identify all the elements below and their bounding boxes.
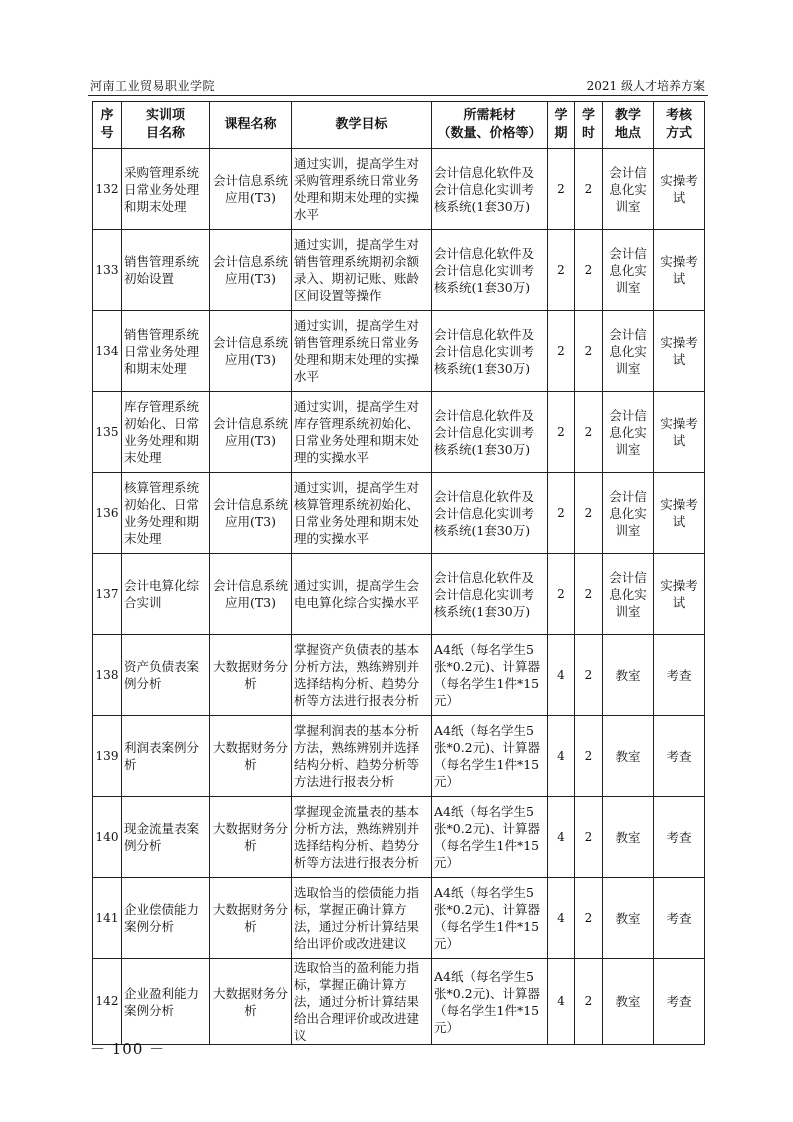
hours-cell: 2 [575, 149, 603, 230]
teaching-goal-cell: 选取恰当的偿债能力指标，掌握正确计算方法，通过分析计算结果给出评价或改进建议 [292, 878, 432, 959]
col-exam-header-line: 考核 [665, 108, 692, 123]
table-row [93, 635, 705, 716]
materials-cell: A4纸（每名学生5张*0.2元)、计算器（每名学生1件*15元） [432, 716, 548, 797]
table-row [93, 878, 705, 959]
col-project-header-line: 实训项 [145, 108, 185, 123]
row-number-cell: 133 [93, 230, 122, 311]
hours-cell: 2 [575, 554, 603, 635]
table-row [93, 554, 705, 635]
assessment-cell: 实操考试 [654, 392, 705, 473]
course-name-cell: 会计信息系统应用(T3) [210, 311, 292, 392]
location-cell: 教室 [603, 959, 654, 1045]
page-number: － 100 － [90, 1040, 166, 1058]
term-cell: 2 [548, 149, 575, 230]
col-place-header [603, 102, 654, 149]
course-name-cell: 会计信息系统应用(T3) [210, 554, 292, 635]
assessment-cell: 实操考试 [654, 473, 705, 554]
row-number-cell: 139 [93, 716, 122, 797]
col-goal-header [292, 102, 432, 149]
table-row [93, 230, 705, 311]
assessment-cell: 考查 [654, 878, 705, 959]
project-name-cell: 企业偿债能力案例分析 [122, 878, 210, 959]
col-place-header-line: 地点 [614, 126, 641, 141]
materials-cell: 会计信息化软件及会计信息化实训考核系统(1套30万) [432, 554, 548, 635]
teaching-goal-cell: 通过实训，提高学生对核算管理系统初始化、日常业务处理和期末处理的实操水平 [292, 473, 432, 554]
course-name-cell: 大数据财务分析 [210, 959, 292, 1045]
materials-cell: A4纸（每名学生5张*0.2元)、计算器（每名学生1件*15元） [432, 959, 548, 1045]
assessment-cell: 考查 [654, 716, 705, 797]
assessment-cell: 考查 [654, 635, 705, 716]
col-no-header-line: 序 [100, 108, 114, 123]
hours-cell: 2 [575, 473, 603, 554]
col-no-header [93, 102, 122, 149]
col-no-header-line: 号 [100, 126, 114, 141]
hours-cell: 2 [575, 392, 603, 473]
hours-cell: 2 [575, 230, 603, 311]
assessment-cell: 实操考试 [654, 230, 705, 311]
table-row [93, 959, 705, 1045]
row-number-cell: 132 [93, 149, 122, 230]
row-number-cell: 140 [93, 797, 122, 878]
location-cell: 教室 [603, 716, 654, 797]
location-cell: 会计信息化实训室 [603, 230, 654, 311]
col-goal-header-line: 教学目标 [335, 117, 388, 132]
header-rule [88, 95, 708, 96]
table-body [93, 149, 705, 1045]
project-name-cell: 核算管理系统初始化、日常业务处理和期末处理 [122, 473, 210, 554]
col-materials-header-line: （数量、价格等） [437, 126, 542, 141]
course-name-cell: 大数据财务分析 [210, 878, 292, 959]
col-place-header-line: 教学 [614, 108, 641, 123]
col-materials-header [432, 102, 548, 149]
materials-cell: 会计信息化软件及会计信息化实训考核系统(1套30万) [432, 473, 548, 554]
row-number-cell: 138 [93, 635, 122, 716]
training-table [92, 101, 705, 1045]
materials-cell: A4纸（每名学生5张*0.2元)、计算器（每名学生1件*15元） [432, 635, 548, 716]
row-number-cell: 135 [93, 392, 122, 473]
hours-cell: 2 [575, 878, 603, 959]
table-row [93, 311, 705, 392]
project-name-cell: 销售管理系统初始设置 [122, 230, 210, 311]
col-project-header [122, 102, 210, 149]
term-cell: 4 [548, 878, 575, 959]
term-cell: 4 [548, 959, 575, 1045]
assessment-cell: 考查 [654, 959, 705, 1045]
location-cell: 会计信息化实训室 [603, 473, 654, 554]
location-cell: 教室 [603, 878, 654, 959]
location-cell: 教室 [603, 635, 654, 716]
row-number-cell: 141 [93, 878, 122, 959]
teaching-goal-cell: 通过实训，提高学生对销售管理系统日常业务处理和期末处理的实操水平 [292, 311, 432, 392]
row-number-cell: 137 [93, 554, 122, 635]
teaching-goal-cell: 选取恰当的盈利能力指标，掌握正确计算方法，通过分析计算结果给出合理评价或改进建议 [292, 959, 432, 1045]
course-name-cell: 大数据财务分析 [210, 797, 292, 878]
table-header-row [93, 102, 705, 149]
term-cell: 4 [548, 716, 575, 797]
term-cell: 4 [548, 797, 575, 878]
term-cell: 2 [548, 554, 575, 635]
project-name-cell: 销售管理系统日常业务处理和期末处理 [122, 311, 210, 392]
project-name-cell: 利润表案例分析 [122, 716, 210, 797]
term-cell: 2 [548, 473, 575, 554]
project-name-cell: 资产负债表案例分析 [122, 635, 210, 716]
location-cell: 会计信息化实训室 [603, 149, 654, 230]
table-row [93, 149, 705, 230]
table-row [93, 797, 705, 878]
col-hours-header-line: 时 [581, 126, 595, 141]
project-name-cell: 企业盈利能力案例分析 [122, 959, 210, 1045]
materials-cell: 会计信息化软件及会计信息化实训考核系统(1套30万) [432, 392, 548, 473]
row-number-cell: 142 [93, 959, 122, 1045]
hours-cell: 2 [575, 635, 603, 716]
course-name-cell: 会计信息系统应用(T3) [210, 230, 292, 311]
assessment-cell: 考查 [654, 797, 705, 878]
location-cell: 会计信息化实训室 [603, 392, 654, 473]
teaching-goal-cell: 掌握利润表的基本分析方法，熟练辨别并选择结构分析、趋势分析等方法进行报表分析 [292, 716, 432, 797]
col-exam-header-line: 方式 [665, 126, 692, 141]
materials-cell: A4纸（每名学生5张*0.2元)、计算器（每名学生1件*15元） [432, 797, 548, 878]
col-project-header-line: 目名称 [145, 126, 185, 141]
course-name-cell: 会计信息系统应用(T3) [210, 149, 292, 230]
col-term-header-line: 学 [554, 108, 568, 123]
table-row [93, 473, 705, 554]
col-course-header-line: 课程名称 [224, 117, 277, 132]
project-name-cell: 会计电算化综合实训 [122, 554, 210, 635]
location-cell: 会计信息化实训室 [603, 311, 654, 392]
col-course-header [210, 102, 292, 149]
hours-cell: 2 [575, 716, 603, 797]
teaching-goal-cell: 通过实训，提高学生对库存管理系统初始化、日常业务处理和期末处理的实操水平 [292, 392, 432, 473]
hours-cell: 2 [575, 311, 603, 392]
col-exam-header [654, 102, 705, 149]
location-cell: 会计信息化实训室 [603, 554, 654, 635]
col-term-header-line: 期 [554, 126, 568, 141]
term-cell: 2 [548, 230, 575, 311]
table-row [93, 392, 705, 473]
materials-cell: 会计信息化软件及会计信息化实训考核系统(1套30万) [432, 230, 548, 311]
header-document-title: 2021 级人才培养方案 [586, 79, 705, 93]
location-cell: 教室 [603, 797, 654, 878]
project-name-cell: 库存管理系统初始化、日常业务处理和期末处理 [122, 392, 210, 473]
term-cell: 2 [548, 311, 575, 392]
materials-cell: 会计信息化软件及会计信息化实训考核系统(1套30万) [432, 149, 548, 230]
col-materials-header-line: 所需耗材 [463, 108, 516, 123]
assessment-cell: 实操考试 [654, 311, 705, 392]
hours-cell: 2 [575, 797, 603, 878]
assessment-cell: 实操考试 [654, 149, 705, 230]
term-cell: 2 [548, 392, 575, 473]
project-name-cell: 现金流量表案例分析 [122, 797, 210, 878]
col-term-header [548, 102, 575, 149]
materials-cell: A4纸（每名学生5张*0.2元)、计算器（每名学生1件*15元） [432, 878, 548, 959]
course-name-cell: 大数据财务分析 [210, 635, 292, 716]
term-cell: 4 [548, 635, 575, 716]
course-name-cell: 会计信息系统应用(T3) [210, 473, 292, 554]
row-number-cell: 134 [93, 311, 122, 392]
project-name-cell: 采购管理系统日常业务处理和期末处理 [122, 149, 210, 230]
teaching-goal-cell: 掌握现金流量表的基本分析方法，熟练辨别并选择结构分析、趋势分析等方法进行报表分析 [292, 797, 432, 878]
table-row [93, 716, 705, 797]
assessment-cell: 实操考试 [654, 554, 705, 635]
course-name-cell: 大数据财务分析 [210, 716, 292, 797]
teaching-goal-cell: 通过实训，提高学生对销售管理系统期初余额录入、期初记账、账龄区间设置等操作 [292, 230, 432, 311]
course-name-cell: 会计信息系统应用(T3) [210, 392, 292, 473]
teaching-goal-cell: 通过实训，提高学生对采购管理系统日常业务处理和期末处理的实操水平 [292, 149, 432, 230]
col-hours-header-line: 学 [581, 108, 595, 123]
teaching-goal-cell: 通过实训，提高学生会电电算化综合实操水平 [292, 554, 432, 635]
materials-cell: 会计信息化软件及会计信息化实训考核系统(1套30万) [432, 311, 548, 392]
col-hours-header [575, 102, 603, 149]
teaching-goal-cell: 掌握资产负债表的基本分析方法，熟练辨别并选择结构分析、趋势分析等方法进行报表分析 [292, 635, 432, 716]
header-school: 河南工业贸易职业学院 [90, 79, 216, 93]
hours-cell: 2 [575, 959, 603, 1045]
row-number-cell: 136 [93, 473, 122, 554]
